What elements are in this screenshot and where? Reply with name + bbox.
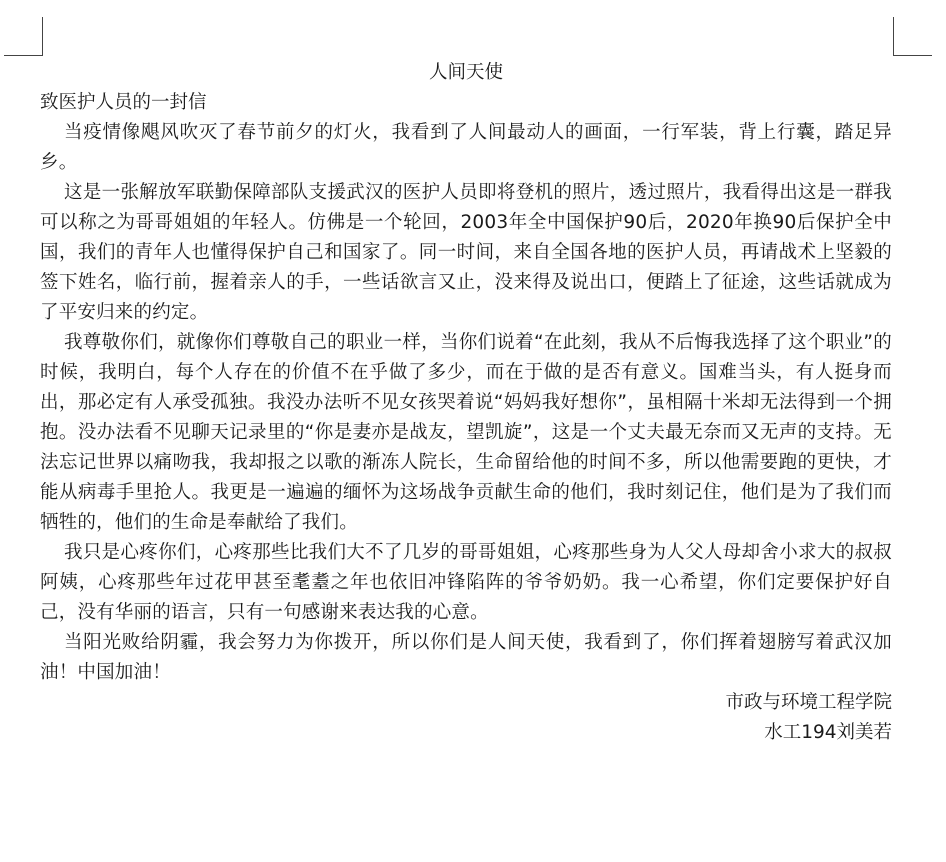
signature-school: 市政与环境工程学院 [725, 692, 892, 713]
paragraph-3: 我尊敬你们，就像你们尊敬自己的职业一样，当你们说着“在此刻，我从不后悔我选择了这个职业”的时候，我明白，每个人存在的价值不在乎做了多少，而在于做的是否有意义。国难当头，有人挺身而出，那必定有人承受孤独。我没办法听不见女孩哭着说“妈妈我好想你”，虽相隔十米却无法得到一个拥抱。没办法看不见聊天记录里的“你是妻亦是战友，望凯旋”，这是一个丈夫最无奈而又无声的支持。无法忘记世界以痛吻我，我却报之以歌的渐冻人院长，生命留给他的时间不多，所以他需要跑的更快，才能从病毒手里抢人。我更是一遍遍的缅怀为这场战争贡献生命的他们，我时刻记住，他们是为了我们而牺牲的，他们的生命是奉献给了我们。 [40, 332, 892, 533]
paragraph-5: 当阳光败给阴霾，我会努力为你拨开，所以你们是人间天使，我看到了，你们挥着翅膀写着武汉加油！中国加油！ [40, 632, 892, 683]
crop-mark-top-left [4, 17, 43, 56]
paragraph-2: 这是一张解放军联勤保障部队支援武汉的医护人员即将登机的照片，透过照片，我看得出这是一群我可以称之为哥哥姐姐的年轻人。仿佛是一个轮回，2003年全中国保护90后，2020年换90后保护全中国，我们的青年人也懂得保护自己和国家了。同一时间，来自全国各地的医护人员，再请战术上坚毅的签下姓名，临行前，握着亲人的手，一些话欲言又止，没来得及说出口，便踏上了征途，这些话就成为了平安归来的约定。 [40, 182, 892, 323]
document-body [40, 58, 892, 748]
crop-mark-top-right [893, 17, 932, 56]
paragraph-4: 我只是心疼你们，心疼那些比我们大不了几岁的哥哥姐姐，心疼那些身为人父人母却舍小求大的叔叔阿姨，心疼那些年过花甲甚至耄耋之年也依旧冲锋陷阵的爷爷奶奶。我一心希望，你们定要保护好自己，没有华丽的语言，只有一句感谢来表达我的心意。 [40, 542, 892, 623]
salutation: 致医护人员的一封信 [40, 92, 207, 113]
document-title: 人间天使 [428, 62, 503, 83]
signature-author: 水工194刘美若 [764, 722, 892, 743]
paragraph-1: 当疫情像飓风吹灭了春节前夕的灯火，我看到了人间最动人的画面，一行军装，背上行囊，踏足异乡。 [40, 122, 892, 173]
